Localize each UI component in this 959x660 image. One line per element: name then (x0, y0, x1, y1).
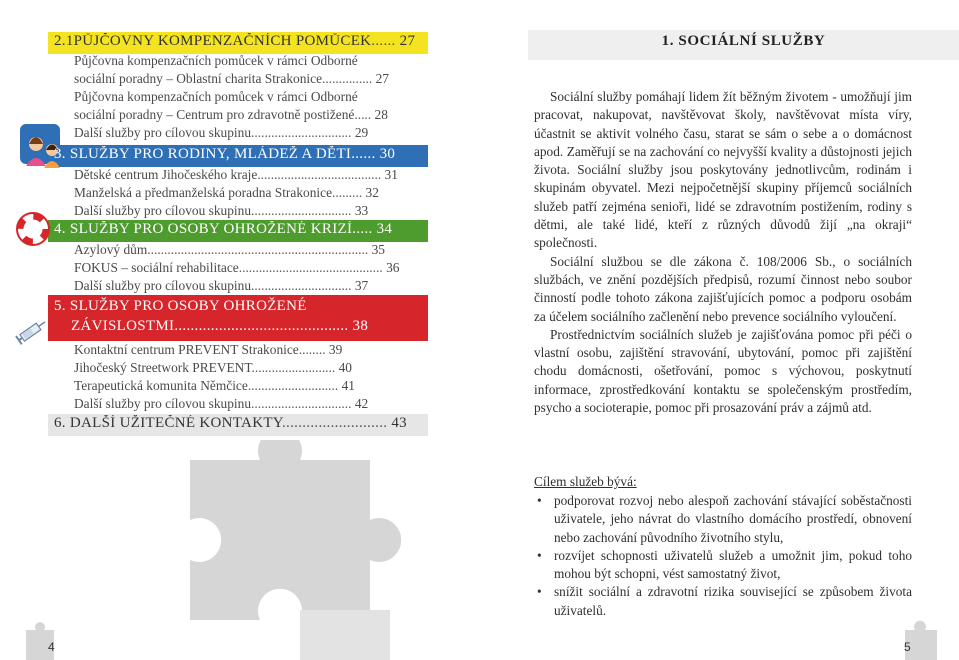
toc-section-title: SLUŽBY PRO OSOBY OHROŽENÉ (69, 298, 307, 314)
toc-page-number: 32 (365, 185, 379, 200)
syringe-icon (14, 316, 50, 346)
toc-section-number: 2.1 (54, 33, 74, 49)
toc-page-number: 36 (386, 260, 400, 275)
toc-entry[interactable]: Další služby pro cílovou skupinu.............................. 37 (74, 278, 369, 293)
toc-page-number: 40 (338, 360, 352, 375)
toc-page-number: 27 (399, 33, 416, 49)
toc-section-5[interactable]: 5. SLUŽBY PRO OSOBY OHROŽENÉ ZÁVISLOSTMI........................................... 38 (54, 298, 369, 334)
toc-entry-line: Dětské centrum Jihočeského kraje (74, 167, 258, 182)
toc-entry-line: Další služby pro cílovou skupinu (74, 203, 252, 218)
toc-page-number: 41 (341, 378, 355, 393)
list-item: • snížit sociální a zdravotní rizika související se způsobem života uživatelů. (534, 583, 912, 620)
toc-section-title-cont: ZÁVISLOSTMI (71, 318, 175, 334)
toc-entry[interactable]: Další služby pro cílovou skupinu.............................. 42 (74, 396, 369, 411)
toc-entry-line: Půjčovna kompenzačních pomůcek v rámci Odborné (74, 53, 358, 68)
paragraph: Sociální služby pomáhají lidem žít běžným životem - umožňují jim pracovat, nakupovat, navštěvovat školy, navštěvovat místa víry, účastnit se aktivit volného času, starat se sám o sebe a o domácnost apod. Zaměřují se na zachování co nejvyšší kvality a důstojnosti jejich života. Sociální služby jsou poskytovány jednotlivcům, rodinám i skupinám obyvatel. Mezi nejpočetnější skupiny příjemců sociálních služeb patří zejména senioři, lidé se zdravotním postižením, rodiny s dětmi, ale také lidé, kteří z různých důvodů žijí „na okraji“ společnosti. (534, 89, 912, 251)
toc-entry-line: Další služby pro cílovou skupinu (74, 278, 252, 293)
toc-page-number: 35 (371, 242, 385, 257)
list-item: • podporovat rozvoj nebo alespoň zachování stávající soběstačnosti uživatele, jeho návrat do vlastního domácího prostředí, obnovení nebo zachování původního životního stylu, (534, 492, 912, 547)
toc-entry-line: FOKUS – sociální rehabilitace (74, 260, 239, 275)
toc-page-number: 33 (354, 203, 369, 218)
toc-section-number: 3. (54, 146, 66, 162)
toc-page-number: 34 (376, 221, 393, 237)
intro-text (534, 88, 912, 417)
toc-section-title: SLUŽBY PRO RODINY, MLÁDEŽ A DĚTI (69, 146, 352, 162)
toc-section-3[interactable]: 3. SLUŽBY PRO RODINY, MLÁDEŽ A DĚTI...... 30 (54, 146, 396, 162)
page-number-right: 5 (904, 640, 911, 654)
toc-page-number: 38 (352, 318, 369, 334)
puzzle-decoration (150, 440, 440, 660)
toc-page-number: 29 (354, 125, 369, 140)
toc-section-2-1[interactable]: 2.1PŮJČOVNY KOMPENZAČNÍCH POMŮCEK...... 27 (54, 33, 416, 49)
page-number-left: 4 (48, 640, 55, 654)
toc-entry-line: Půjčovna kompenzačních pomůcek v rámci Odborné (74, 89, 358, 104)
toc-entry[interactable]: Dětské centrum Jihočeského kraje..................................... 31 (74, 167, 398, 182)
toc-page-number: 42 (354, 396, 369, 411)
toc-entry[interactable]: Kontaktní centrum PREVENT Strakonice........ 39 (74, 342, 343, 357)
toc-page-number: 43 (391, 415, 407, 431)
paragraph: Prostřednictvím sociálních služeb je zajišťována pomoc při péči o vlastní osobu, zajištění stravování, ubytování, pomoc při zajištění chodu domácnosti, ošetřování, pomoc s výchovou, poskytnutí informace, zprostředkování kontaktu se společenským prostředím, psycho a socioterapie, pomoc při prosazování práv a zájmů atd. (534, 326, 912, 416)
toc-entry-line: Kontaktní centrum PREVENT Strakonice (74, 342, 299, 357)
toc-section-number: 4. (54, 221, 66, 237)
toc-entry[interactable]: Další služby pro cílovou skupinu.............................. 29 (74, 125, 369, 140)
puzzle-decoration-right (895, 620, 945, 660)
toc-entry-line: Terapeutická komunita Němčice (74, 378, 248, 393)
goals-list (534, 492, 912, 620)
toc-section-title: PŮJČOVNY KOMPENZAČNÍCH POMŮCEK (73, 33, 372, 49)
toc-section-number: 5. (54, 298, 66, 314)
toc-entry-line: sociální poradny – Centrum pro zdravotně postižené (74, 107, 355, 122)
goals-heading: Cílem služeb bývá: (534, 474, 637, 489)
toc-page-number: 39 (328, 342, 343, 357)
toc-section-title: DALŠÍ UŽITEČNÉ KONTAKTY (69, 415, 282, 431)
toc-entry[interactable]: Jihočeský Streetwork PREVENT......................... 40 (74, 360, 352, 375)
toc-entry[interactable]: FOKUS – sociální rehabilitace........................................... 36 (74, 260, 400, 275)
toc-entry[interactable]: Manželská a předmanželská poradna Strakonice......... 32 (74, 185, 379, 200)
toc-section-6[interactable]: 6. DALŠÍ UŽITEČNÉ KONTAKTY.......................... 43 (54, 415, 407, 431)
toc-entry[interactable]: Půjčovna kompenzačních pomůcek v rámci Odborné sociální poradny – Oblastní charita Strakonice............... 27 (74, 53, 389, 86)
list-item: • rozvíjet schopnosti uživatelů služeb a umožnit jim, pokud toho mohou být schopni, vést samostatný život, (534, 547, 912, 584)
toc-entry[interactable]: Půjčovna kompenzačních pomůcek v rámci Odborné sociální poradny – Centrum pro zdravotně postižené..... 28 (74, 89, 388, 122)
toc-entry-line: sociální poradny – Oblastní charita Strakonice (74, 71, 323, 86)
toc-entry[interactable]: Další služby pro cílovou skupinu.............................. 33 (74, 203, 369, 218)
paragraph: Sociální službou se dle zákona č. 108/2006 Sb., o sociálních službách, ve znění pozdějších předpisů, rozumí činnost nebo soubor činností podle tohoto zákona zajišťujících pomoc a podporu osobám za účelem sociálního začlenění nebo prevence sociálního vyloučení. (534, 253, 912, 324)
toc-entry-line: Další služby pro cílovou skupinu (74, 125, 252, 140)
toc-page-number: 28 (374, 107, 388, 122)
toc-page-number: 31 (384, 167, 398, 182)
page-title: 1. SOCIÁLNÍ SLUŽBY (661, 33, 826, 49)
toc-page-number: 37 (354, 278, 369, 293)
toc-page-number: 27 (375, 71, 389, 86)
toc-section-4[interactable]: 4. SLUŽBY PRO OSOBY OHROŽENÉ KRIZÍ..... 34 (54, 221, 393, 237)
toc-entry-line: Azylový dům (74, 242, 148, 257)
toc-section-number: 6. (54, 415, 66, 431)
left-page (0, 0, 470, 660)
toc-entry-line: Další služby pro cílovou skupinu (74, 396, 252, 411)
lifebuoy-icon (14, 210, 52, 248)
toc-section-title: SLUŽBY PRO OSOBY OHROŽENÉ KRIZÍ (69, 221, 353, 237)
toc-entry[interactable]: Terapeutická komunita Němčice........................... 41 (74, 378, 355, 393)
toc-entry-line: Manželská a předmanželská poradna Strakonice (74, 185, 333, 200)
toc-page-number: 30 (379, 146, 396, 162)
toc-entry[interactable]: Azylový dům.................................................................. 35 (74, 242, 385, 257)
toc-entry-line: Jihočeský Streetwork PREVENT (74, 360, 252, 375)
